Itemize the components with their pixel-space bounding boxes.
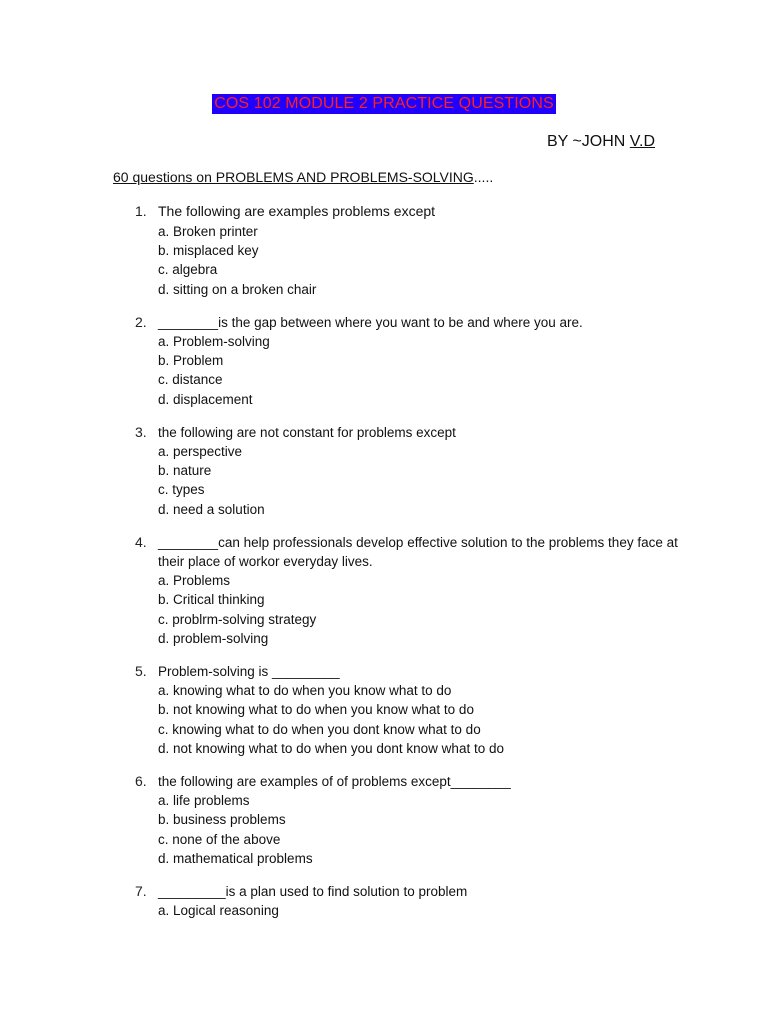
option-list	[158, 901, 678, 920]
question-1	[0, 200, 768, 299]
question-text: The following are examples problems except	[158, 203, 436, 219]
question-list	[0, 200, 768, 935]
option-c: c. distance	[158, 372, 223, 388]
option-d: d. need a solution	[158, 501, 265, 517]
option-d: d. displacement	[158, 391, 253, 407]
option-c: c. algebra	[158, 262, 218, 278]
option-list	[158, 332, 678, 409]
document-subtitle	[113, 167, 493, 187]
option-c: c. problrm-solving strategy	[158, 611, 317, 627]
option-list	[158, 681, 678, 758]
option-a: a. perspective	[158, 444, 243, 460]
subtitle-main: 60 questions on PROBLEMS AND PROBLEMS-SOLVING	[113, 169, 474, 185]
author-initials: V.D	[629, 133, 655, 150]
author-line	[547, 131, 655, 153]
question-text: Problem-solving is _________	[158, 664, 340, 680]
option-d: d. sitting on a broken chair	[158, 281, 317, 297]
option-a: a. Problems	[158, 573, 231, 589]
question-number: 6.	[135, 773, 147, 790]
option-list	[158, 791, 678, 868]
question-number: 2.	[135, 313, 147, 330]
option-list	[158, 222, 678, 299]
question-3	[0, 423, 768, 519]
question-text: ________can help professionals develop effective solution to the problems they face at their place of workor everyday lives.	[158, 534, 678, 570]
option-list	[158, 571, 678, 648]
option-c: c. types	[158, 482, 205, 498]
question-2	[0, 313, 768, 409]
question-text: the following are examples of of problems except________	[158, 774, 511, 790]
question-number: 1.	[135, 203, 147, 219]
option-c: c. none of the above	[158, 831, 281, 847]
option-list	[158, 442, 678, 519]
document-title: COS 102 MODULE 2 PRACTICE QUESTIONS	[214, 95, 554, 112]
question-number: 5.	[135, 663, 147, 680]
option-a: a. life problems	[158, 793, 250, 809]
question-number: 3.	[135, 423, 147, 440]
question-number: 7.	[135, 883, 147, 900]
option-a: a. Broken printer	[158, 224, 258, 239]
option-b: b. Problem	[158, 353, 224, 369]
option-d: d. mathematical problems	[158, 850, 313, 866]
option-a: a. knowing what to do when you know what to do	[158, 683, 452, 699]
question-text: _________is a plan used to find solution to problem	[158, 884, 468, 900]
question-6	[0, 772, 768, 868]
question-number: 4.	[135, 533, 147, 550]
option-b: b. business problems	[158, 812, 286, 828]
question-text: the following are not constant for problems except	[158, 424, 456, 440]
question-text: ________is the gap between where you want to be and where you are.	[158, 314, 583, 330]
author-prefix: BY ~JOHN	[546, 133, 630, 150]
option-b: b. Critical thinking	[158, 592, 265, 608]
title-container	[0, 94, 768, 114]
option-c: c. knowing what to do when you dont know what to do	[158, 721, 481, 737]
option-b: b. nature	[158, 463, 212, 479]
option-d: d. problem-solving	[158, 630, 269, 646]
option-b: b. not knowing what to do when you know what to do	[158, 702, 474, 718]
question-4	[0, 533, 768, 648]
question-5	[0, 662, 768, 758]
option-d: d. not knowing what to do when you dont know what to do	[158, 740, 504, 756]
option-a: a. Problem-solving	[158, 334, 270, 350]
option-b: b. misplaced key	[158, 243, 259, 259]
question-7	[0, 882, 768, 920]
option-a: a. Logical reasoning	[158, 903, 279, 919]
subtitle-tail: .....	[473, 169, 494, 185]
